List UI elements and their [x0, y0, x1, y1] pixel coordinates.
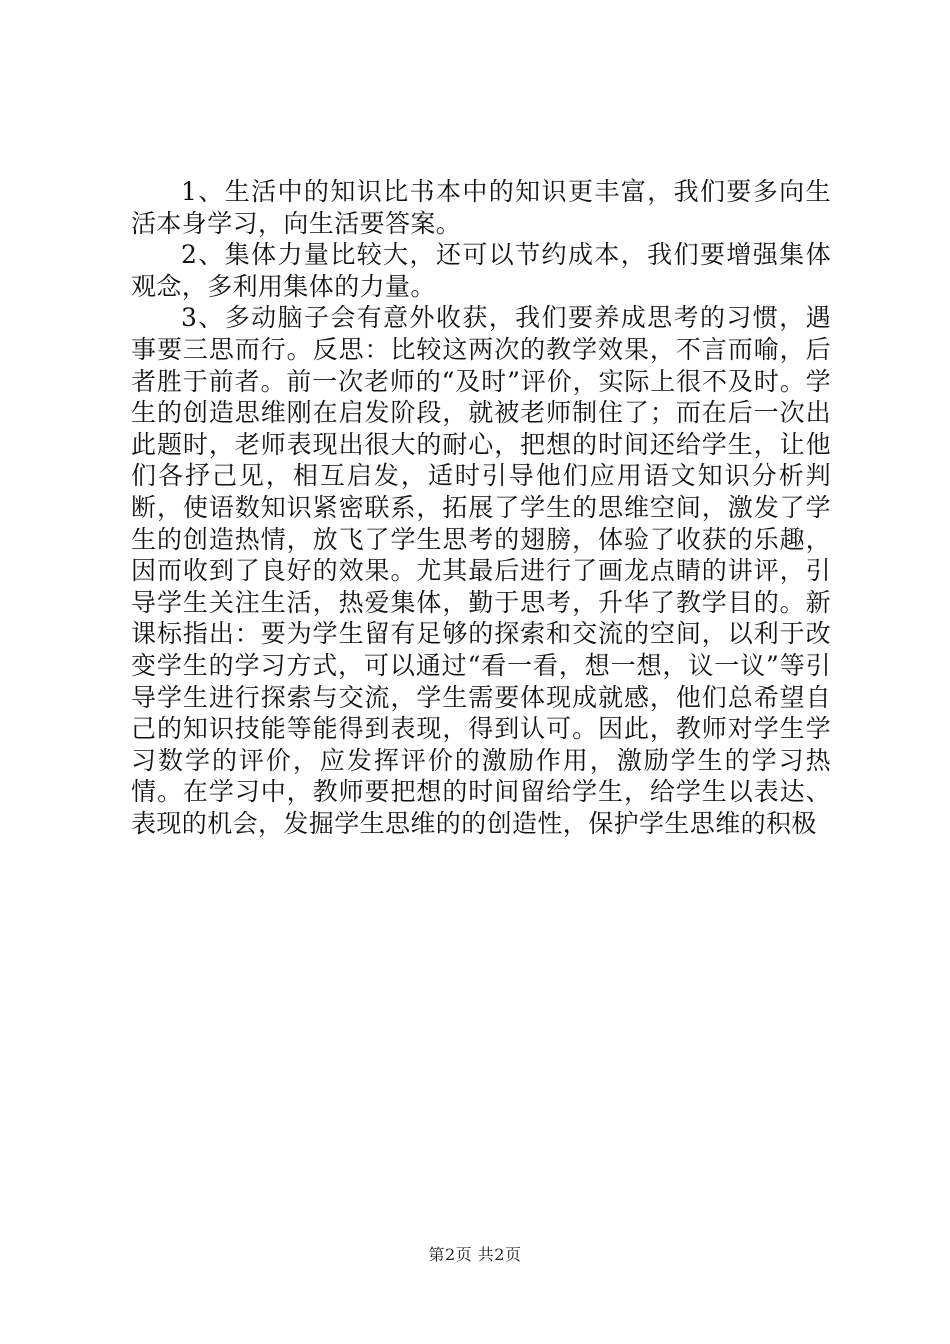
page-footer [0, 1245, 950, 1265]
document-body [131, 176, 831, 839]
page-number-label: 第2页 共2页 [428, 1245, 522, 1264]
paragraph-3: 3、多动脑子会有意外收获，我们要养成思考的习惯，遇事要三思而行。反思：比较这两次的教学效果，不言而喻，后者胜于前者。前一次老师的“及时”评价，实际上很不及时。学生的创造思维刚在启发阶段，就被老师制住了；而在后一次出此题时，老师表现出很大的耐心，把想的时间还给学生，让他们各抒己见，相互启发，适时引导他们应用语文知识分析判断，使语数知识紧密联系，拓展了学生的思维空间，激发了学生的创造热情，放飞了学生思考的翅膀，体验了收获的乐趣，因而收到了良好的效果。尤其最后进行了画龙点睛的讲评，引导学生关注生活，热爱集体，勤于思考，升华了教学目的。新课标指出：要为学生留有足够的探索和交流的空间，以利于改变学生的学习方式，可以通过“看一看，想一想，议一议”等引导学生进行探索与交流，学生需要体现成就感，他们总希望自己的知识技能等能得到表现，得到认可。因此，教师对学生学习数学的评价，应发挥评价的激励作用，激励学生的学习热情。在学习中，教师要把想的时间留给学生，给学生以表达、表现的机会，发掘学生思维的的创造性，保护学生思维的积极 [131, 303, 831, 838]
paragraph-2: 2、集体力量比较大，还可以节约成本，我们要增强集体观念，多利用集体的力量。 [131, 240, 831, 301]
paragraph-1: 1、生活中的知识比书本中的知识更丰富，我们要多向生活本身学习，向生活要答案。 [131, 177, 831, 238]
